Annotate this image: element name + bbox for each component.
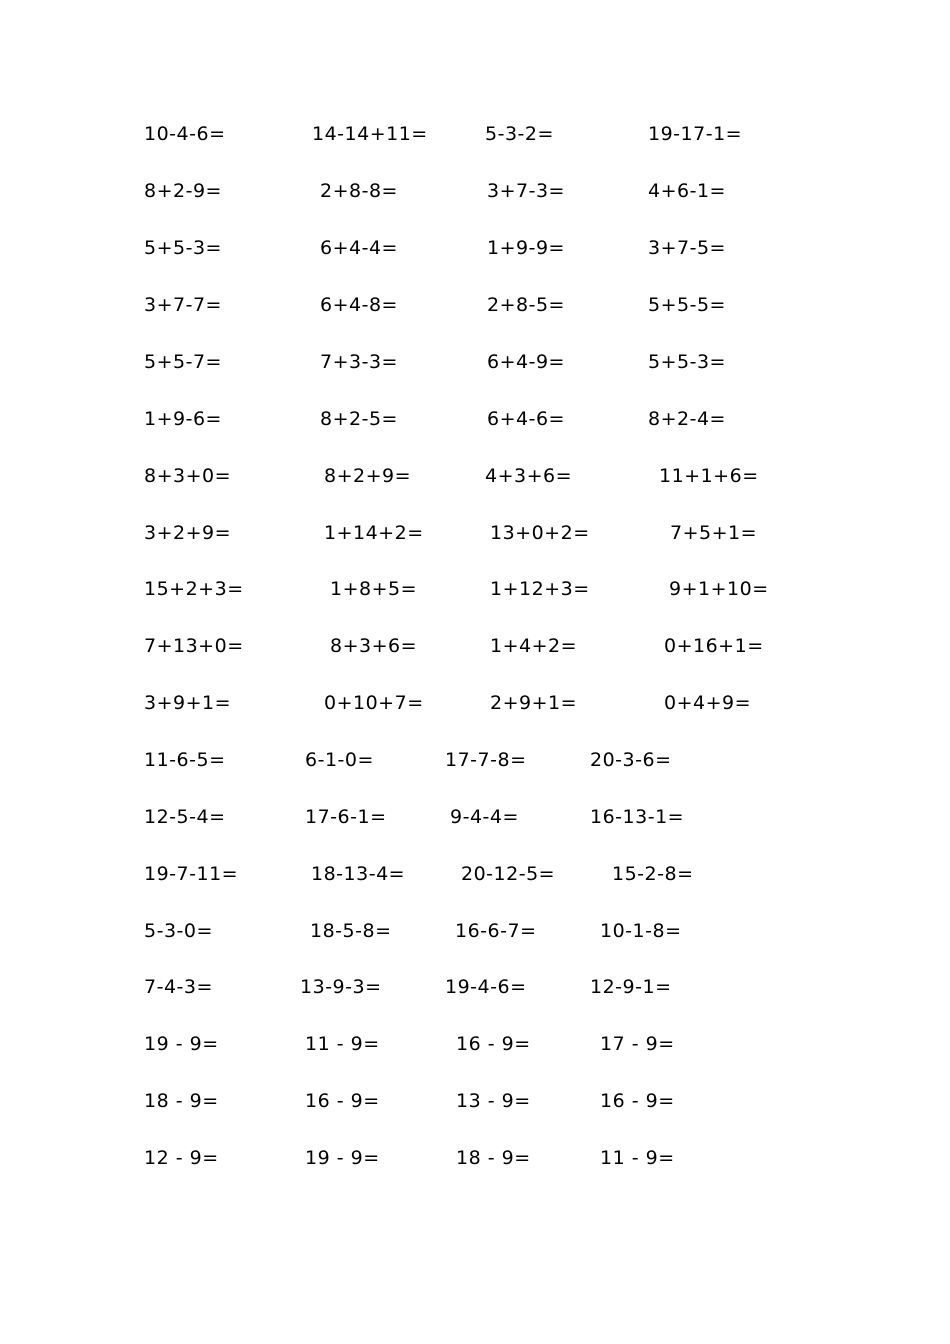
problem-r6-c3: 6+4-6= [487, 408, 565, 430]
problem-r4-c3: 2+8-5= [487, 294, 565, 316]
problem-r1-c4: 19-17-1= [648, 123, 743, 145]
problem-r11-c1: 3+9+1= [144, 692, 232, 714]
problem-r6-c1: 1+9-6= [144, 408, 222, 430]
problem-r5-c4: 5+5-3= [648, 351, 726, 373]
problem-r2-c1: 8+2-9= [144, 180, 222, 202]
problem-r15-c4: 10-1-8= [600, 920, 682, 942]
problem-r16-c2: 13-9-3= [300, 976, 382, 998]
problem-r14-c2: 18-13-4= [311, 863, 406, 885]
problem-r2-c3: 3+7-3= [487, 180, 565, 202]
problem-r17-c1: 19 - 9= [144, 1033, 219, 1055]
problem-r7-c1: 8+3+0= [144, 465, 232, 487]
problem-r16-c3: 19-4-6= [445, 976, 527, 998]
problem-r18-c4: 16 - 9= [600, 1090, 675, 1112]
problem-r9-c2: 1+8+5= [330, 578, 418, 600]
problem-r8-c3: 13+0+2= [490, 522, 590, 544]
problem-r16-c1: 7-4-3= [144, 976, 213, 998]
problem-r8-c4: 7+5+1= [670, 522, 758, 544]
problem-r15-c1: 5-3-0= [144, 920, 213, 942]
problem-r11-c2: 0+10+7= [324, 692, 424, 714]
problem-r10-c1: 7+13+0= [144, 635, 244, 657]
problem-r3-c3: 1+9-9= [487, 237, 565, 259]
problem-r12-c1: 11-6-5= [144, 749, 226, 771]
problem-r18-c2: 16 - 9= [305, 1090, 380, 1112]
problem-r4-c1: 3+7-7= [144, 294, 222, 316]
problem-r6-c4: 8+2-4= [648, 408, 726, 430]
problem-r3-c4: 3+7-5= [648, 237, 726, 259]
problem-r3-c1: 5+5-3= [144, 237, 222, 259]
problem-r4-c2: 6+4-8= [320, 294, 398, 316]
problem-r14-c4: 15-2-8= [612, 863, 694, 885]
problem-r8-c2: 1+14+2= [324, 522, 424, 544]
problem-r1-c2: 14-14+11= [312, 123, 428, 145]
problem-r18-c3: 13 - 9= [456, 1090, 531, 1112]
problem-r9-c3: 1+12+3= [490, 578, 590, 600]
problem-r15-c2: 18-5-8= [310, 920, 392, 942]
problem-r18-c1: 18 - 9= [144, 1090, 219, 1112]
problem-r5-c1: 5+5-7= [144, 351, 222, 373]
problem-r7-c4: 11+1+6= [659, 465, 759, 487]
problem-r19-c3: 18 - 9= [456, 1147, 531, 1169]
problem-r11-c3: 2+9+1= [490, 692, 578, 714]
problem-r3-c2: 6+4-4= [320, 237, 398, 259]
problem-r10-c3: 1+4+2= [490, 635, 578, 657]
problem-r5-c3: 6+4-9= [487, 351, 565, 373]
problem-r17-c3: 16 - 9= [456, 1033, 531, 1055]
problem-r19-c4: 11 - 9= [600, 1147, 675, 1169]
problem-r8-c1: 3+2+9= [144, 522, 232, 544]
problem-r13-c4: 16-13-1= [590, 806, 685, 828]
problem-r1-c3: 5-3-2= [485, 123, 554, 145]
problem-r19-c2: 19 - 9= [305, 1147, 380, 1169]
problem-r2-c2: 2+8-8= [320, 180, 398, 202]
problem-r17-c2: 11 - 9= [305, 1033, 380, 1055]
problem-r5-c2: 7+3-3= [320, 351, 398, 373]
problem-r12-c4: 20-3-6= [590, 749, 672, 771]
problem-r7-c2: 8+2+9= [324, 465, 412, 487]
problem-r17-c4: 17 - 9= [600, 1033, 675, 1055]
problem-r14-c3: 20-12-5= [461, 863, 556, 885]
problem-r6-c2: 8+2-5= [320, 408, 398, 430]
problem-r19-c1: 12 - 9= [144, 1147, 219, 1169]
problem-r2-c4: 4+6-1= [648, 180, 726, 202]
problem-r13-c2: 17-6-1= [305, 806, 387, 828]
problem-r9-c1: 15+2+3= [144, 578, 244, 600]
problem-r12-c3: 17-7-8= [445, 749, 527, 771]
problem-r10-c4: 0+16+1= [664, 635, 764, 657]
problem-r12-c2: 6-1-0= [305, 749, 374, 771]
problem-r9-c4: 9+1+10= [669, 578, 769, 600]
problem-r7-c3: 4+3+6= [485, 465, 573, 487]
problem-r11-c4: 0+4+9= [664, 692, 752, 714]
problem-r10-c2: 8+3+6= [330, 635, 418, 657]
problem-r1-c1: 10-4-6= [144, 123, 226, 145]
problem-r13-c1: 12-5-4= [144, 806, 226, 828]
problem-r13-c3: 9-4-4= [450, 806, 519, 828]
problem-r4-c4: 5+5-5= [648, 294, 726, 316]
problem-r14-c1: 19-7-11= [144, 863, 239, 885]
problem-r16-c4: 12-9-1= [590, 976, 672, 998]
problem-r15-c3: 16-6-7= [455, 920, 537, 942]
